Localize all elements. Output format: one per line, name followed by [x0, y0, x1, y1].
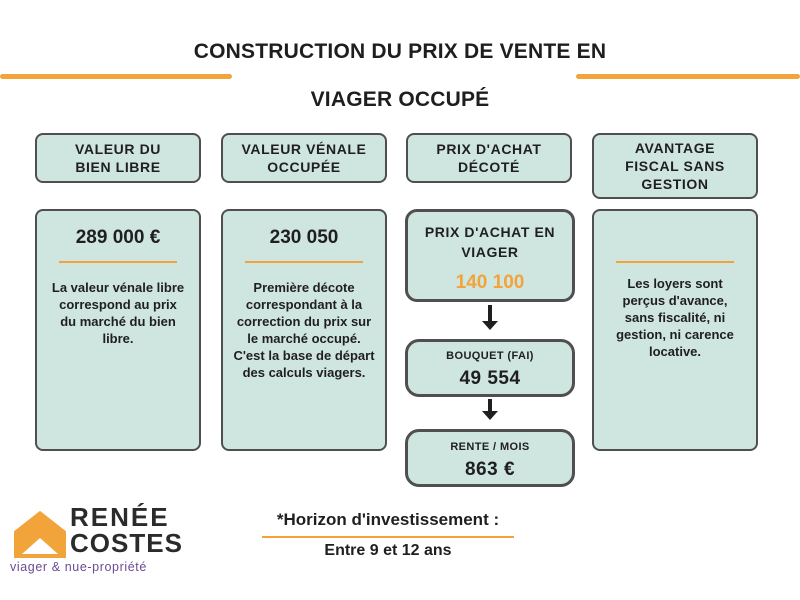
card-separator: [245, 261, 363, 263]
logo-name-line-1: RENÉE: [70, 502, 170, 532]
purchase-label: PRIX D'ACHAT EN VIAGER: [424, 224, 556, 260]
page-title-line-2: VIAGER OCCUPÉ: [310, 88, 490, 111]
card-description: La valeur vénale libre correspond au prix du marché du bien libre.: [51, 280, 185, 346]
bouquet-value: 49 554: [459, 368, 521, 389]
card-description: Les loyers sont perçus d'avance, sans fiscalité, ni gestion, ni carence locative.: [616, 276, 734, 359]
logo: [8, 500, 208, 580]
card-value: 289 000 €: [75, 227, 161, 248]
card-description: Première décote correspondant à la correction du prix sur le marché occupé. C'est la base de départ des calculs viagers.: [233, 280, 375, 380]
card-valeur-venale-occupee: [221, 209, 387, 451]
card-separator: [59, 261, 177, 263]
header-label: VALEUR VÉNALE OCCUPÉE: [241, 141, 367, 175]
horizon-label: *Horizon d'investissement :: [276, 510, 500, 529]
header-prix-achat-decote: [406, 133, 572, 183]
logo-tagline: viager & nue-propriété: [10, 560, 147, 574]
card-separator: [616, 261, 734, 263]
logo-name-line-2: COSTES: [70, 528, 183, 558]
arrow-head-icon: [482, 321, 498, 330]
card-valeur-bien-libre: [35, 209, 201, 451]
card-bouquet: [405, 339, 575, 397]
card-prix-achat-viager: [405, 209, 575, 302]
purchase-value: 140 100: [455, 272, 525, 293]
card-avantage-fiscal: [592, 209, 758, 451]
rente-label: RENTE / MOIS: [450, 441, 530, 453]
title-rule-left: [0, 74, 232, 79]
card-value: 230 050: [269, 227, 339, 248]
bouquet-label: BOUQUET (FAI): [446, 350, 534, 362]
card-rente: [405, 429, 575, 487]
page-title-line-1: CONSTRUCTION DU PRIX DE VENTE EN: [193, 40, 607, 63]
header-label: AVANTAGE FISCAL SANS GESTION: [625, 140, 725, 192]
title-rule-right: [576, 74, 800, 79]
header-valeur-bien-libre: [35, 133, 201, 183]
horizon-rule: [262, 536, 514, 538]
header-valeur-venale-occupee: [221, 133, 387, 183]
header-avantage-fiscal: [592, 133, 758, 199]
rente-value: 863 €: [464, 459, 516, 480]
arrow-head-icon: [482, 411, 498, 420]
house-logo-icon: [10, 504, 70, 562]
horizon-value: Entre 9 et 12 ans: [324, 542, 452, 559]
header-label: PRIX D'ACHAT DÉCOTÉ: [436, 141, 542, 175]
header-label: VALEUR DU BIEN LIBRE: [74, 141, 162, 175]
